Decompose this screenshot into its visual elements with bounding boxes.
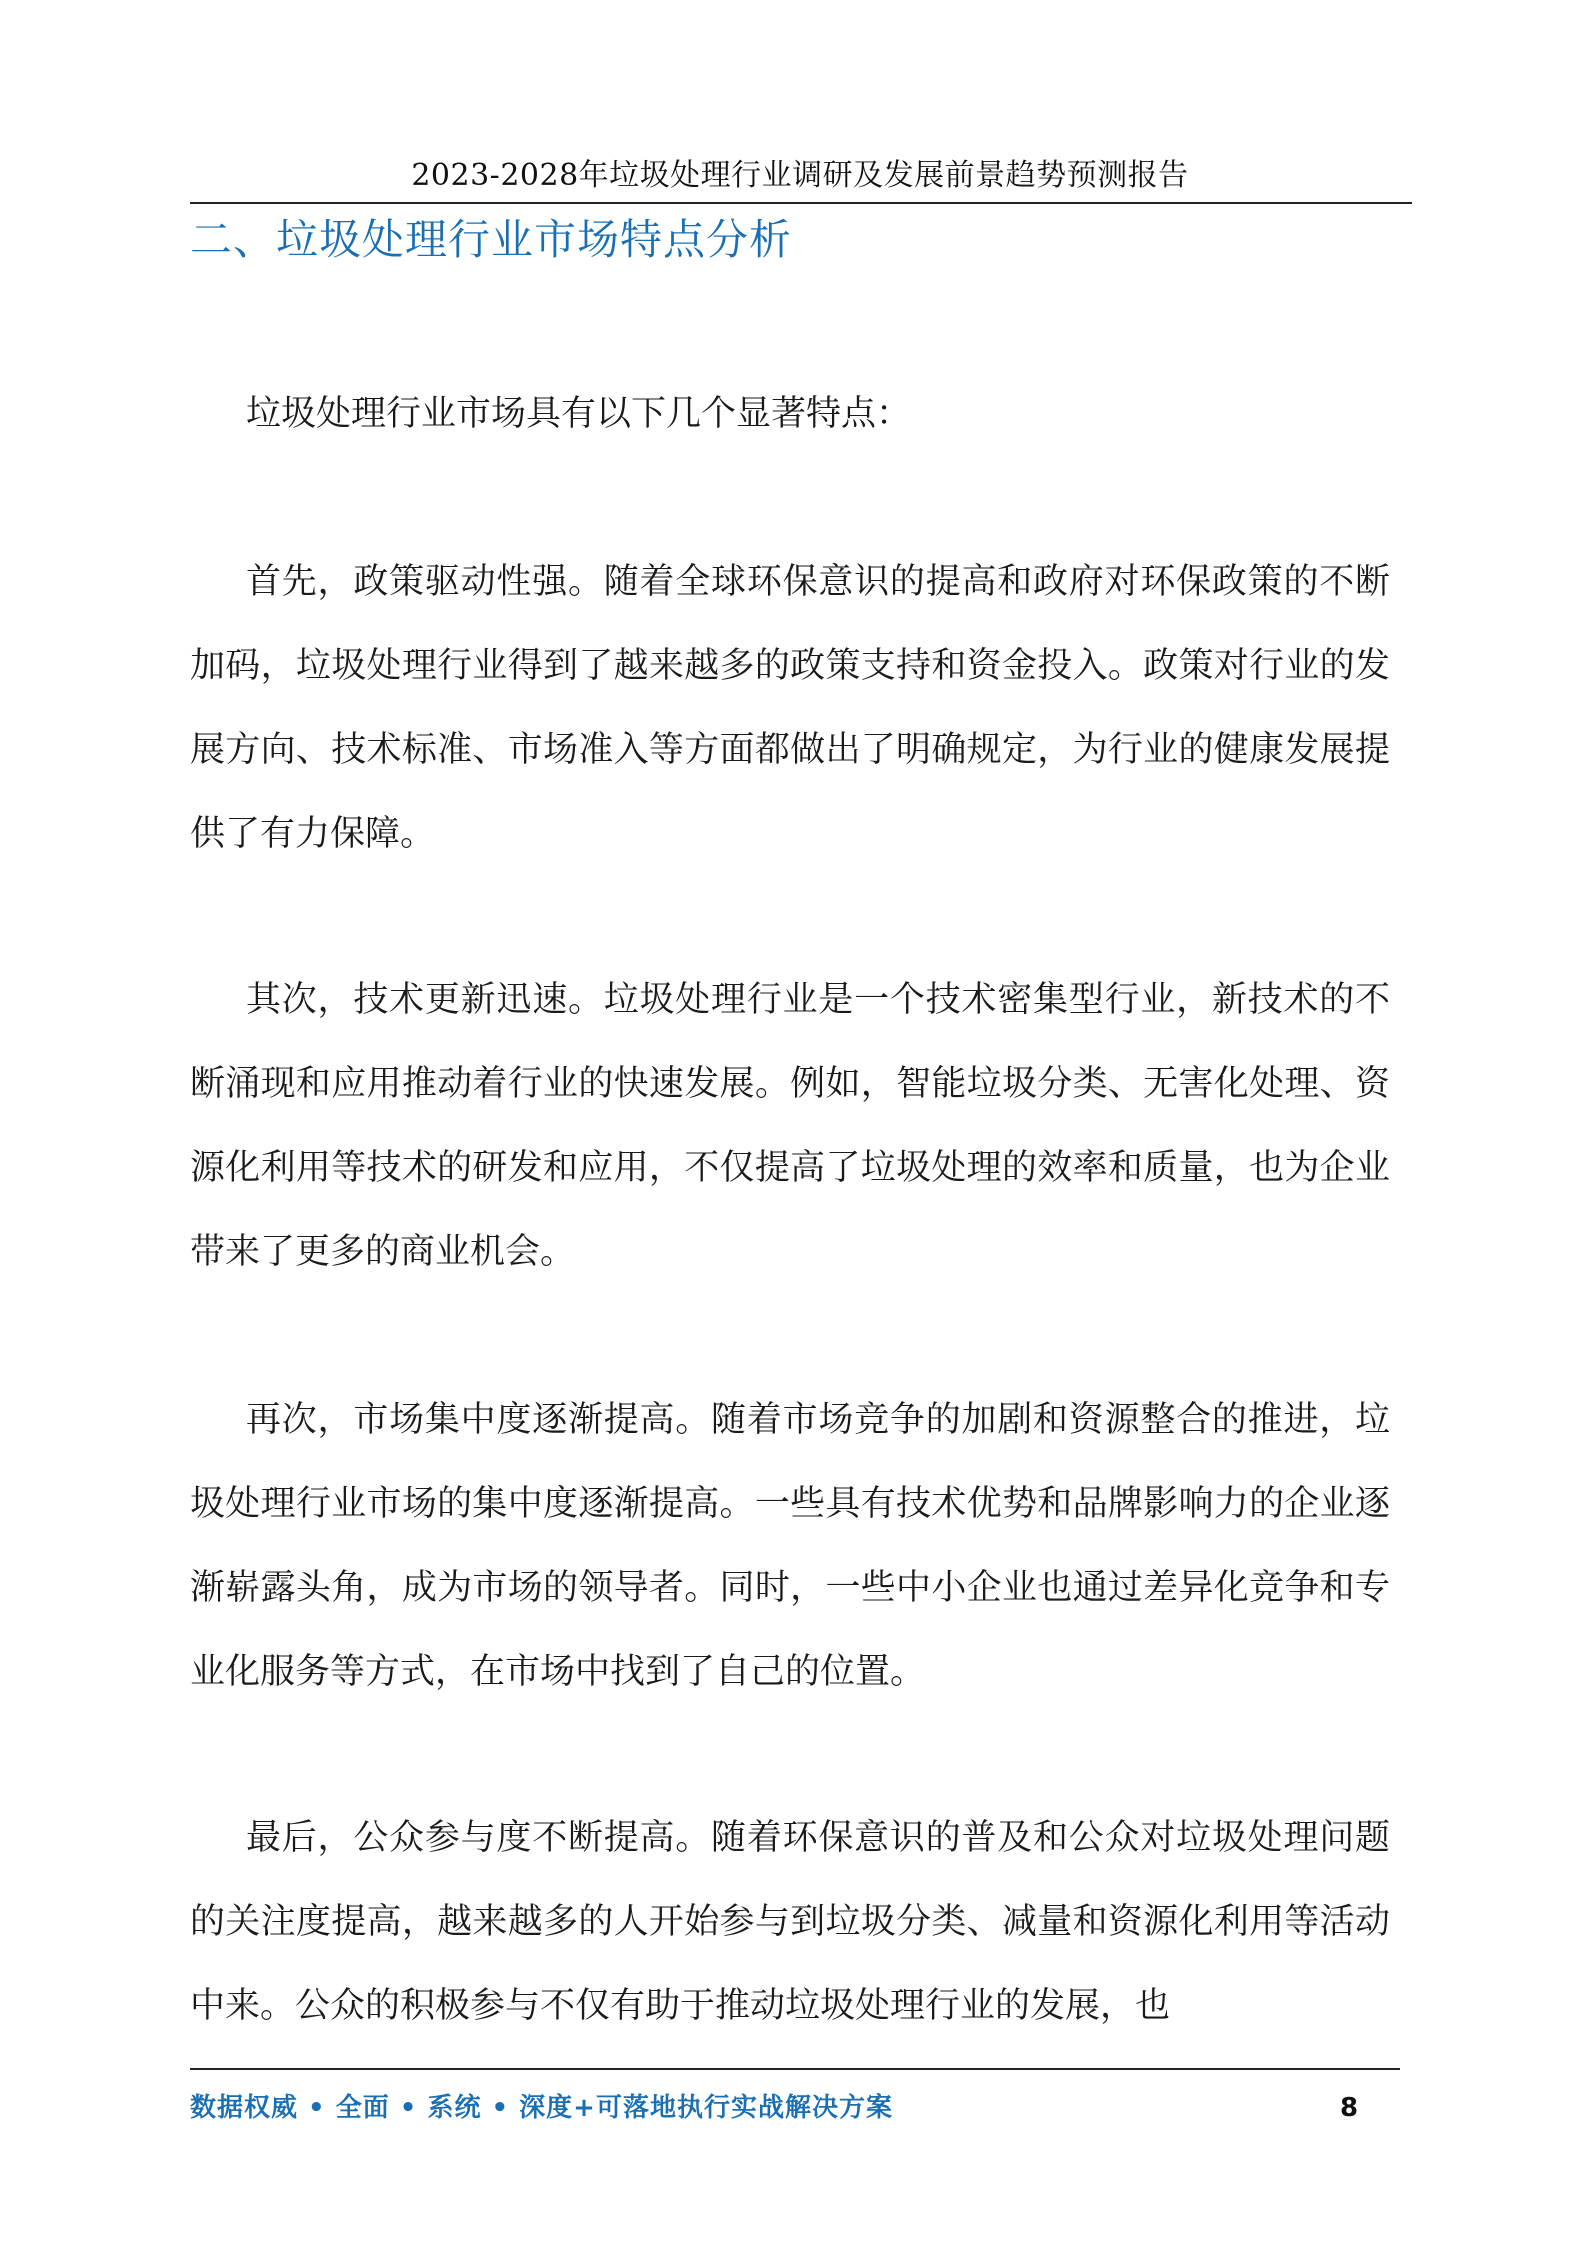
- section-heading: 二、垃圾处理行业市场特点分析: [190, 215, 793, 264]
- header-divider: [190, 202, 1412, 204]
- paragraph-technology: 其次，技术更新迅速。垃圾处理行业是一个技术密集型行业，新技术的不断涌现和应用推动着行业的快速发展。例如，智能垃圾分类、无害化处理、资源化利用等技术的研发和应用，不仅提高了垃圾处理的效率和质量，也为企业带来了更多的商业机会。: [190, 980, 1390, 1272]
- footer-slogan: 数据权威 • 全面 • 系统 • 深度+可落地执行实战解决方案: [190, 2093, 893, 2123]
- document-header-title: 2023-2028年垃圾处理行业调研及发展前景趋势预测报告: [411, 158, 1189, 193]
- page-number: 8: [1340, 2093, 1359, 2123]
- paragraph-concentration: 再次，市场集中度逐渐提高。随着市场竞争的加剧和资源整合的推进，垃圾处理行业市场的集中度逐渐提高。一些具有技术优势和品牌影响力的企业逐渐崭露头角，成为市场的领导者。同时，一些中小企业也通过差异化竞争和专业化服务等方式，在市场中找到了自己的位置。: [190, 1400, 1390, 1692]
- paragraph-public-participation: 最后，公众参与度不断提高。随着环保意识的普及和公众对垃圾处理问题的关注度提高，越来越多的人开始参与到垃圾分类、减量和资源化利用等活动中来。公众的积极参与不仅有助于推动垃圾处理行业的发展，也: [190, 1818, 1390, 2026]
- paragraph-policy: 首先，政策驱动性强。随着全球环保意识的提高和政府对环保政策的不断加码，垃圾处理行业得到了越来越多的政策支持和资金投入。政策对行业的发展方向、技术标准、市场准入等方面都做出了明确规定，为行业的健康发展提供了有力保障。: [190, 562, 1390, 854]
- intro-paragraph: 垃圾处理行业市场具有以下几个显著特点：: [246, 394, 912, 434]
- footer-divider: [190, 2068, 1400, 2070]
